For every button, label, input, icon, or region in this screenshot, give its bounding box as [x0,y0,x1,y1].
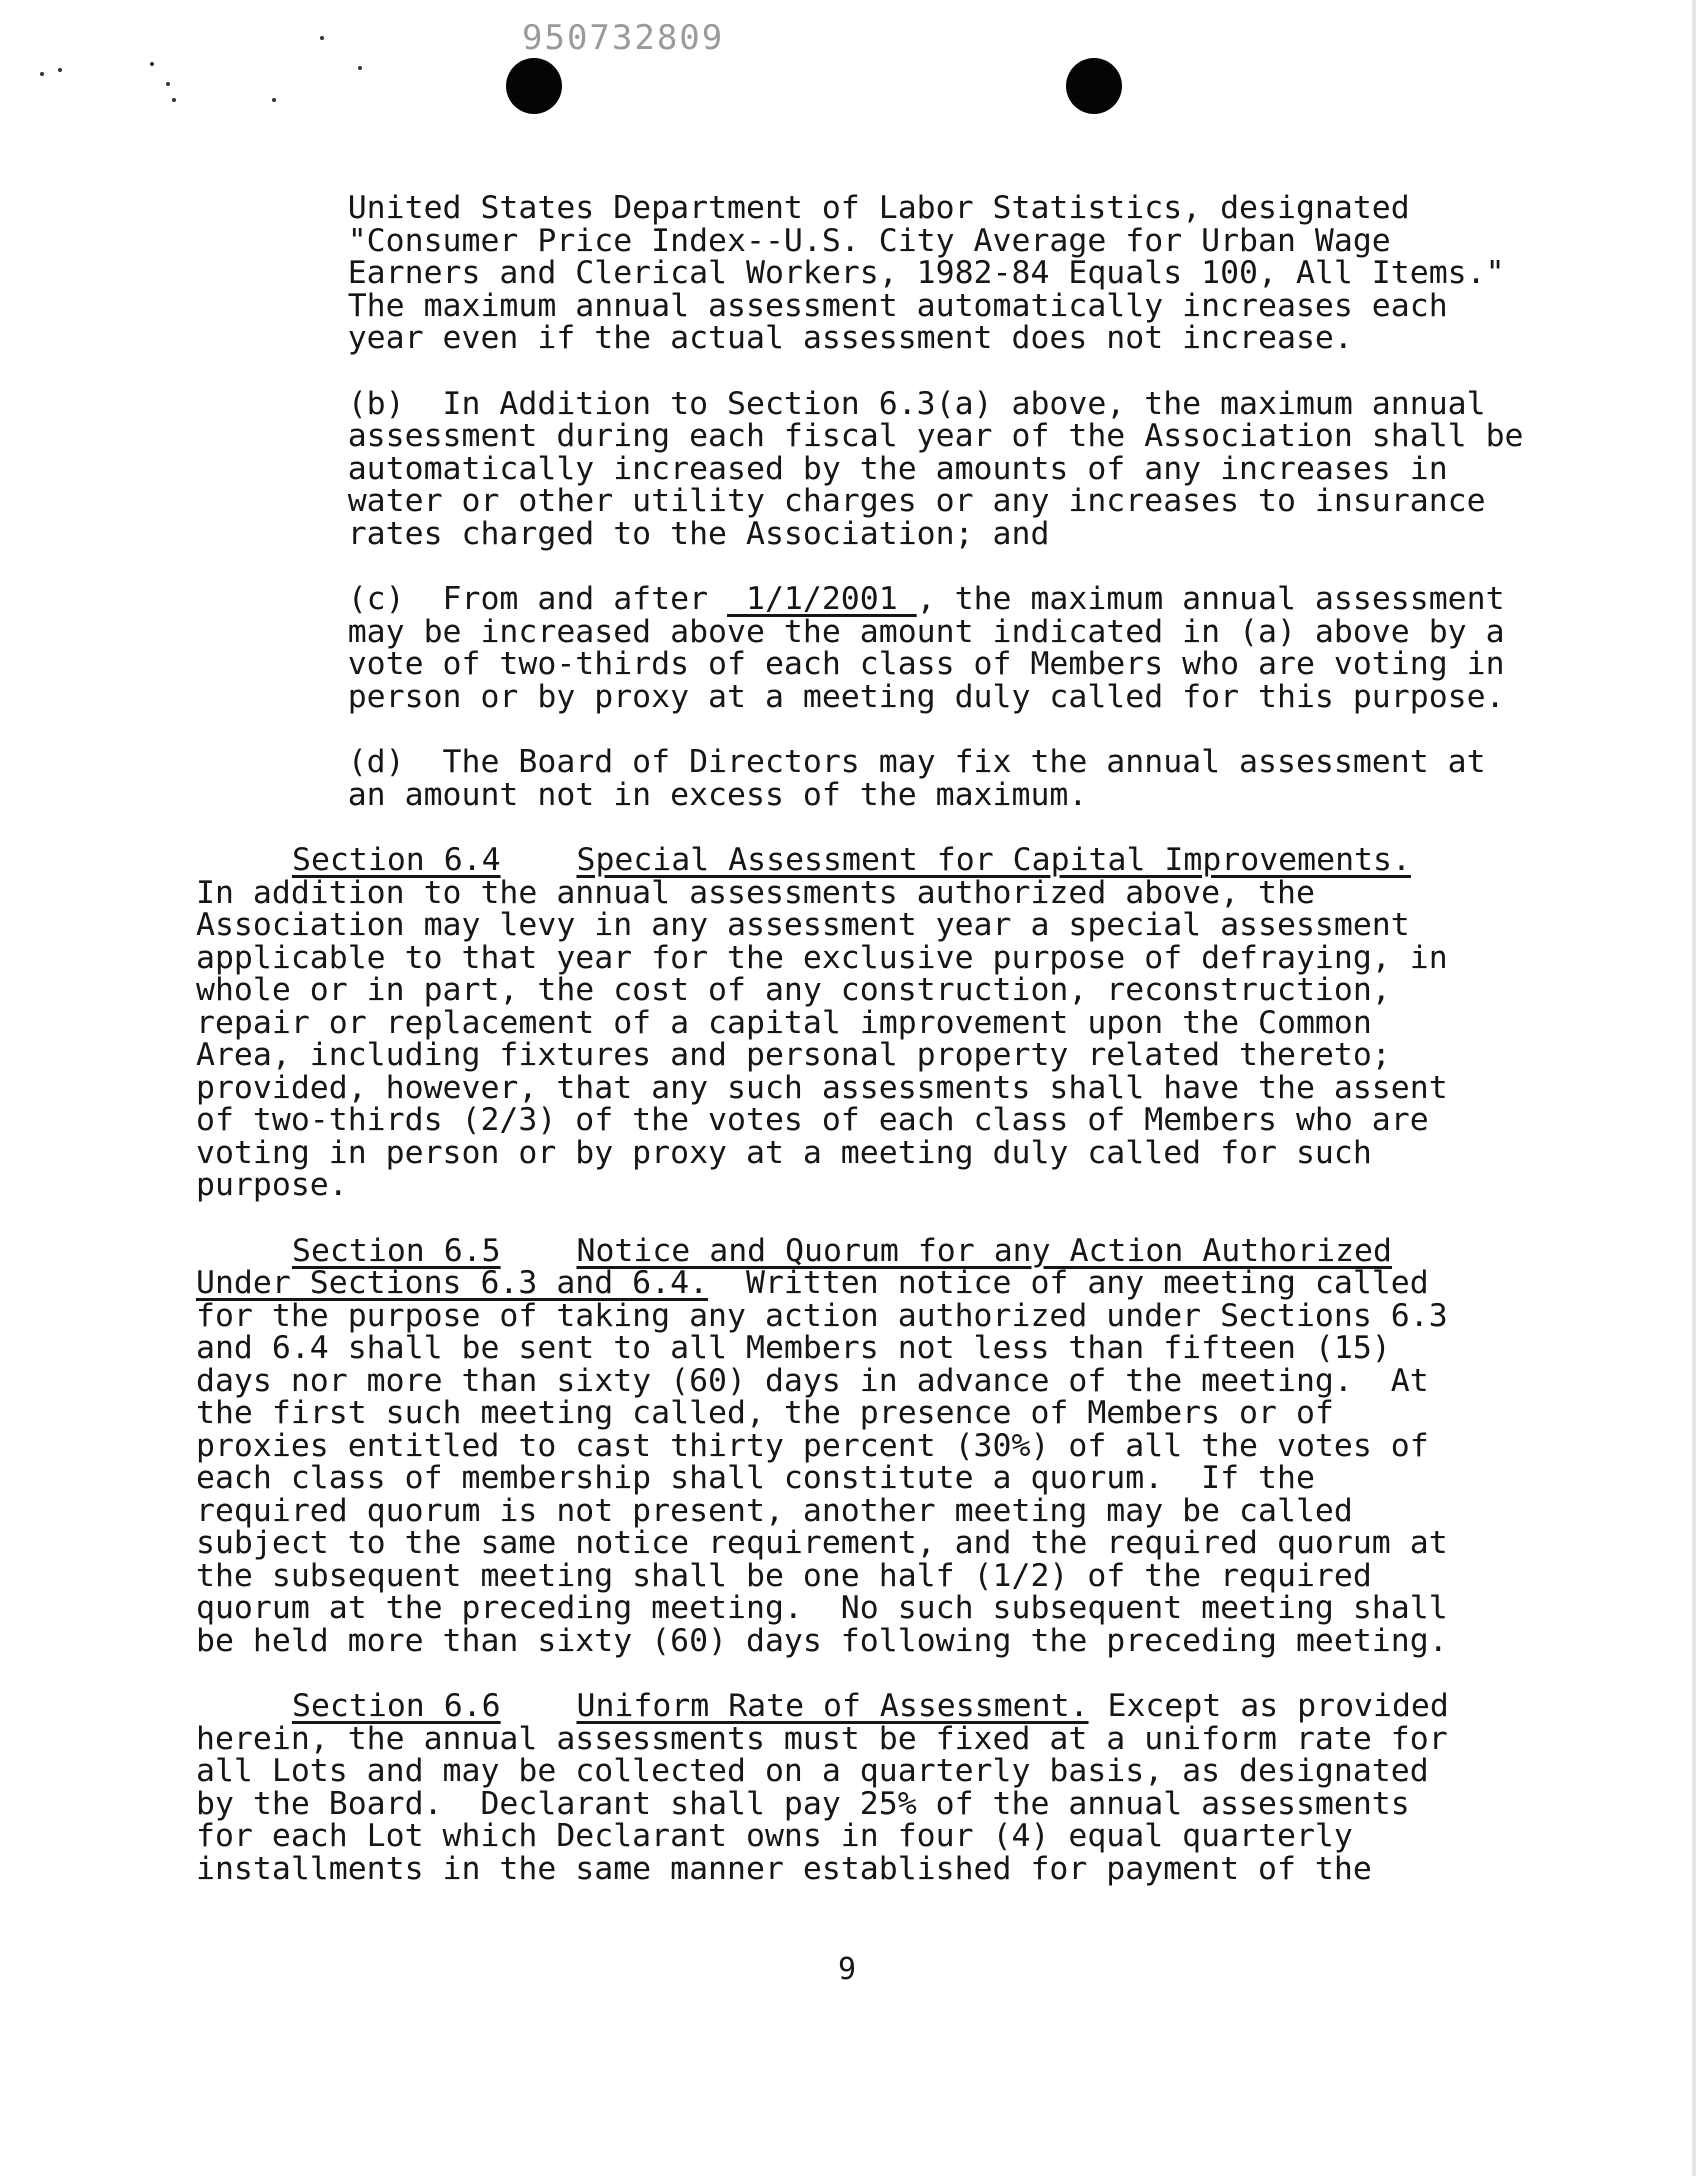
document-number: 950732809 [522,18,725,58]
line-text: may be increased above the amount indicated in (a) above by a [196,613,1505,650]
text-line [196,1850,1496,1887]
text-line [196,418,1524,454]
text-line [196,255,1505,291]
text-line [196,678,1505,715]
section-title-continued: Under Sections 6.3 and 6.4. [196,1265,709,1301]
line-text: whole or in part, the cost of any construction, reconstruction, [196,972,1391,1008]
text-line [196,515,1496,552]
text-line [196,909,1496,942]
text-line [196,1169,1496,1202]
line-text: provided, however, that any such assessments shall have the assent [196,1069,1448,1106]
text-line [196,1104,1496,1137]
line-text: proxies entitled to cast thirty percent (30%) of all the votes of [196,1427,1429,1464]
line-text: the subsequent meeting shall be one half (1/2) of the required [196,1557,1372,1594]
text-line [196,192,1496,225]
line-text: "Consumer Price Index--U.S. City Average for Urban Wage [196,222,1391,259]
scan-speck [40,72,44,76]
text-line [196,287,1496,324]
text-line [196,1232,1496,1269]
text-line [196,1690,1496,1723]
line-text: herein, the annual assessments must be fixed at a uniform rate for [196,1720,1448,1757]
text-line [196,322,1496,355]
scan-speck [272,98,276,102]
line-text: voting in person or by proxy at a meeting duly called for such [196,1134,1372,1171]
punch-hole-right [1066,58,1122,114]
text-line [196,1492,1496,1529]
scan-speck [150,62,154,66]
text-line [196,1592,1496,1625]
underlined-date: 1/1/2001 [727,581,917,617]
line-text: (d) The Board of Directors may fix the annual assessment at [196,744,1486,780]
section-number: Section 6.4 [292,842,501,878]
text-line [196,1397,1496,1430]
text-line [196,1362,1496,1399]
text-line [196,1755,1496,1788]
spacer [501,1688,577,1724]
line-text: (b) In Addition to Section 6.3(a) above, the maximum annual [196,385,1486,422]
text-line [196,222,1496,259]
spacer [501,1233,577,1269]
scan-edge [1692,0,1696,2176]
text-line [196,874,1496,911]
paragraph-gap [196,550,1496,583]
text-line [196,450,1496,487]
text-line [196,1332,1496,1365]
text-line [196,1820,1496,1853]
text-line [196,1785,1496,1822]
line-text: all Lots and may be collected on a quarterly basis, as designated [196,1753,1429,1789]
text-line [196,485,1496,518]
line-text: by the Board. Declarant shall pay 25% of the annual assessments [196,1785,1410,1822]
text-line [196,1557,1496,1594]
text-line [196,1267,1496,1300]
scan-speck [58,68,62,72]
text-line [196,1462,1496,1495]
line-text: The maximum annual assessment automatically increases each [196,287,1448,324]
document-body [196,190,1524,1887]
text-line [196,581,1505,617]
text-line [196,974,1496,1007]
line-text: person or by proxy at a meeting duly called for this purpose. [196,678,1505,715]
spacer [501,842,577,878]
line-text: subject to the same notice requirement, and the required quorum at [196,1525,1448,1561]
line-text: vote of two-thirds of each class of Members who are voting in [196,646,1505,682]
paragraph-gap [196,713,1496,746]
text-line [196,1134,1496,1171]
text-line [196,1622,1496,1659]
line-text: for each Lot which Declarant owns in four (4) equal quarterly [196,1818,1353,1854]
line-text: assessment during each fiscal year of the Association shall be [196,418,1524,454]
line-text: automatically increased by the amounts of any increases in [196,450,1448,487]
line-text: (c) From and after [196,581,728,617]
line-text: for the purpose of taking any action authorized under Sections 6.3 [196,1297,1448,1334]
section-title: Special Assessment for Capital Improvements. [576,842,1411,878]
text-line [196,1039,1496,1072]
line-text: applicable to that year for the exclusive purpose of defraying, in [196,939,1448,976]
line-text: Earners and Clerical Workers, 1982-84 Equals 100, All Items." [196,255,1505,291]
line-text: United States Department of Labor Statistics, designated [196,190,1410,226]
paragraph-gap [196,811,1496,844]
line-text: required quorum is not present, another meeting may be called [196,1492,1353,1529]
text-line [196,844,1496,877]
line-text: In addition to the annual assessments authorized above, the [196,874,1315,911]
section-number: Section 6.5 [292,1232,501,1269]
text-line [196,1069,1496,1106]
text-line [196,1427,1496,1464]
line-text: , the maximum annual assessment [916,581,1505,617]
line-text: water or other utility charges or any increases to insurance [196,483,1486,519]
line-text: purpose. [196,1167,348,1203]
line-text: an amount not in excess of the maximum. [196,776,1088,813]
line-text: days nor more than sixty (60) days in advance of the meeting. At [196,1362,1429,1399]
line-text: and 6.4 shall be sent to all Members not less than fifteen (15) [196,1330,1391,1366]
scan-speck [172,98,176,102]
line-text: be held more than sixty (60) days following the preceding meeting. [196,1622,1448,1659]
line-text: repair or replacement of a capital improvement upon the Common [196,1004,1372,1041]
section-number: Section 6.6 [292,1688,501,1724]
text-line [196,1297,1496,1334]
line-text: the first such meeting called, the presence of Members or of [196,1395,1334,1431]
text-line [196,1527,1496,1560]
line-text: Except as provided [1088,1688,1449,1724]
text-line [196,1004,1496,1041]
section-title: Notice and Quorum for any Action Authorized [576,1232,1392,1269]
paragraph-gap [196,355,1496,388]
scan-speck [320,36,324,40]
text-line [196,385,1496,422]
text-line [196,646,1505,682]
line-text: of two-thirds (2/3) of the votes of each class of Members who are [196,1102,1429,1138]
text-line [196,746,1496,779]
paragraph-gap [196,1202,1496,1235]
line-text: installments in the same manner established for payment of the [196,1850,1372,1887]
line-text: each class of membership shall constitute a quorum. If the [196,1460,1315,1496]
line-text: Written notice of any meeting called [708,1265,1429,1301]
paragraph-gap [196,1657,1496,1690]
scan-speck [166,82,170,86]
line-text: Association may levy in any assessment year a special assessment [196,907,1410,943]
text-line [196,1720,1496,1757]
line-text: year even if the actual assessment does not increase. [196,320,1353,356]
text-line [196,613,1505,650]
text-line [196,776,1496,813]
scan-speck [358,66,362,70]
line-text: quorum at the preceding meeting. No such subsequent meeting shall [196,1590,1448,1626]
line-text: rates charged to the Association; and [196,515,1050,552]
punch-hole-left [506,58,562,114]
section-title: Uniform Rate of Assessment. [576,1688,1089,1724]
text-line [196,939,1496,976]
line-text: Area, including fixtures and personal property related thereto; [196,1037,1391,1073]
page-number: 9 [838,1952,857,1987]
